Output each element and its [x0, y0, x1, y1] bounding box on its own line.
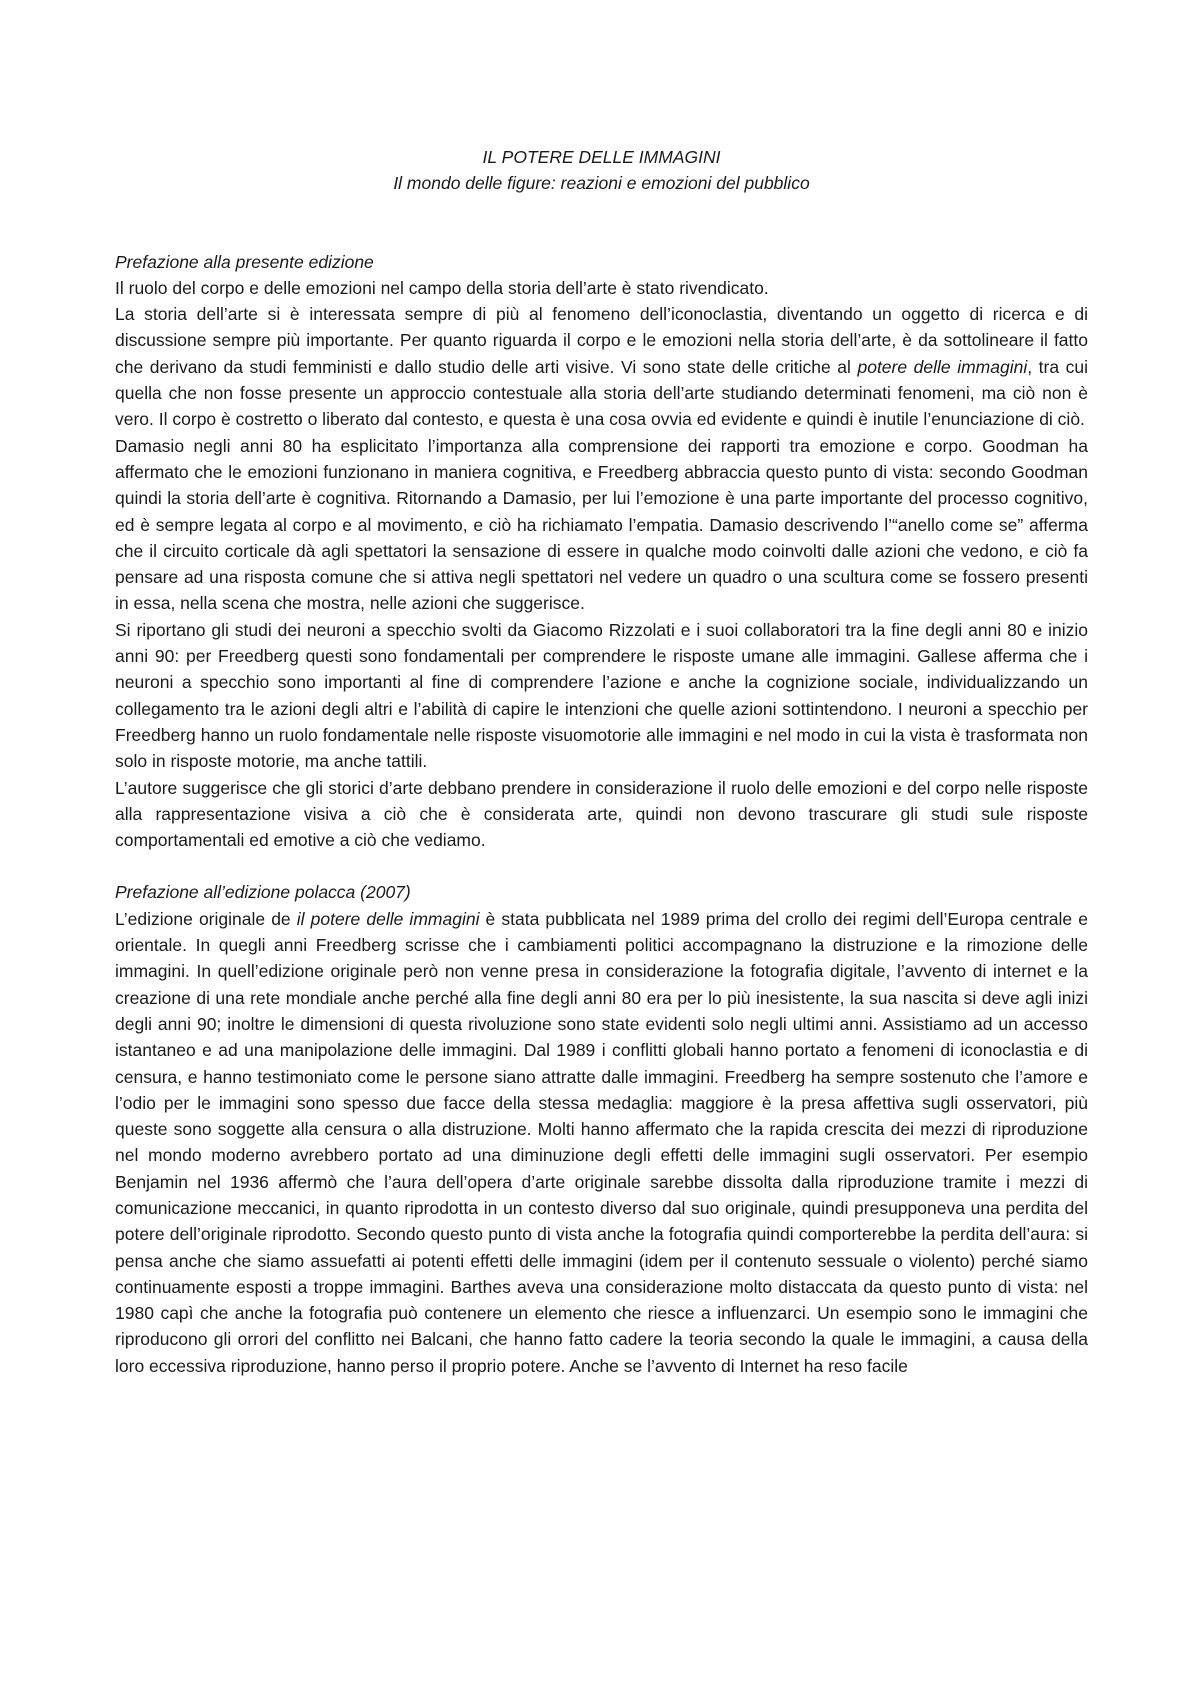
text-run: La storia dell’arte si è interessata sempre di più al fenomeno dell’iconoclastia, diventando un oggetto di ricerca e di discussione sempre più importante. Per quanto riguarda il corpo e le emozioni nella storia dell’arte, è da sottolineare il fatto che derivano da studi femministi e dallo studio delle arti visive. Vi sono state delle critiche al — [115, 304, 1088, 377]
section-preface-current-edition — [115, 249, 1088, 854]
italic-book-title: potere delle immagini — [857, 356, 1028, 377]
paragraph — [115, 301, 1088, 432]
paragraph: Il ruolo del corpo e delle emozioni nel campo della storia dell’arte è stato rivendicato. — [115, 277, 769, 298]
text-run: è stata pubblicata nel 1989 prima del crollo dei regimi dell’Europa centrale e orientale. In quegli anni Freedberg scrisse che i cambiamenti politici accompagnano la distruzione e la rimozione delle immagini. In quell’edizione originale però non venne presa in considerazione la fotografia digitale, l’avvento di internet e la creazione di una rete mondiale anche perché alla fine degli anni 80 era per lo più inesistente, la sua nascita si deve agli inizi degli anni 90; inoltre le dimensioni di questa rivoluzione sono state evidenti solo negli ultimi anni. Assistiamo ad un accesso istantaneo e ad una manipolazione delle immagini. Dal 1989 i conflitti globali hanno portato a fenomeni di iconoclastia e di censura, e hanno testimoniato come le persone siano attratte dalle immagini. Freedberg ha sempre sostenuto che l’amore e l’odio per le immagini sono spesso due facce della stessa medaglia: maggiore è la presa affettiva sugli osservatori, più queste sono soggette alla censura o alla distruzione. Molti hanno affermato che la rapida crescita dei mezzi di riproduzione nel mondo moderno avrebbero portato ad una diminuzione degli effetti delle immagini sugli osservatori. Per esempio Benjamin nel 1936 affermò che l’aura dell’opera d’arte originale sarebbe dissolta dalla riproduzione tramite i mezzi di comunicazione meccanici, in quanto riprodotta in un contesto diverso dal suo originale, quindi presupponeva una perdita del potere dell’originale riprodotto. Secondo questo punto di vista anche la fotografia quindi comporterebbe la perdita dell’aura: si pensa anche che siamo assuefatti ai potenti effetti delle immagini (idem per il contenuto sessuale o violento) perché siamo continuamente esposti a troppe immagini. Barthes aveva una considerazione molto distaccata da questo punto di vista: nel 1980 capì che anche la fotografia può contenere un elemento che riesce a influenzarci. Un esempio sono le immagini che riproducono gli orrori del conflitto nei Balcani, che hanno fatto cadere la teoria secondo la quale le immagini, a causa della loro eccessiva riproduzione, hanno perso il proprio potere. Anche se l’avvento di Internet ha reso facile — [115, 908, 1088, 1376]
italic-book-title: il potere delle immagini — [296, 908, 480, 929]
document-subtitle: Il mondo delle figure: reazioni e emozioni del pubblico — [393, 173, 810, 194]
paragraph: L’autore suggerisce che gli storici d’arte debbano prendere in considerazione il ruolo delle emozioni e del corpo nelle risposte alla rappresentazione visiva a ciò che è considerata arte, quindi non devono trascurare gli studi sule risposte comportamentali ed emotive a ciò che vediamo. — [115, 777, 1088, 851]
text-run: L’edizione originale de — [115, 908, 297, 929]
spacer — [115, 197, 1088, 249]
paragraph: Damasio negli anni 80 ha esplicitato l’importanza alla comprensione dei rapporti tra emozione e corpo. Goodman ha affermato che le emozioni funzionano in maniera cognitiva, e Freedberg abbraccia questo punto di vista: secondo Goodman quindi la storia dell’arte è cognitiva. Ritornando a Damasio, per lui l’emozione è una parte importante del processo cognitivo, ed è sempre legata al corpo e al movimento, e ciò ha richiamato l’empatia. Damasio descrivendo l’“anello come se” afferma che il circuito corticale dà agli spettatori la sensazione di essere in qualche modo coinvolti dalle azioni che vedono, e ciò fa pensare ad una risposta comune che si attiva negli spettatori nel vedere un quadro o una scultura come se fossero presenti in essa, nella scena che mostra, nelle azioni che suggerisce. — [115, 435, 1088, 614]
document-header — [115, 144, 1088, 197]
document-body — [115, 144, 1088, 1379]
section-heading: Prefazione alla presente edizione — [115, 251, 374, 272]
section-preface-polish-edition — [115, 879, 1088, 1379]
paragraph — [115, 906, 1088, 1379]
section-heading: Prefazione all’edizione polacca (2007) — [115, 882, 411, 903]
document-title: IL POTERE DELLE IMMAGINI — [482, 147, 721, 167]
text-run: , tra cui quella che non fosse presente un approccio contestuale alla storia dell’arte studiando determinati fenomeni, ma ciò non è vero. Il corpo è costretto o liberato dal contesto, e questa è una cosa ovvia ed evidente e quindi è inutile l’enunciazione di ciò. — [115, 356, 1088, 430]
spacer — [115, 853, 1088, 879]
paragraph: Si riportano gli studi dei neuroni a specchio svolti da Giacomo Rizzolati e i suoi collaboratori tra la fine degli anni 80 e inizio anni 90: per Freedberg questi sono fondamentali per comprendere le risposte umane alle immagini. Gallese afferma che i neuroni a specchio sono importanti al fine di comprendere l’azione e anche la cognizione sociale, individualizzando un collegamento tra le azioni degli altri e l’abilità di capire le intenzioni che quelle azioni sottintendono. I neuroni a specchio per Freedberg hanno un ruolo fondamentale nelle risposte visuomotorie alle immagini e nel modo in cui la vista è trasformata non solo in risposte motorie, ma anche tattili. — [115, 619, 1088, 772]
